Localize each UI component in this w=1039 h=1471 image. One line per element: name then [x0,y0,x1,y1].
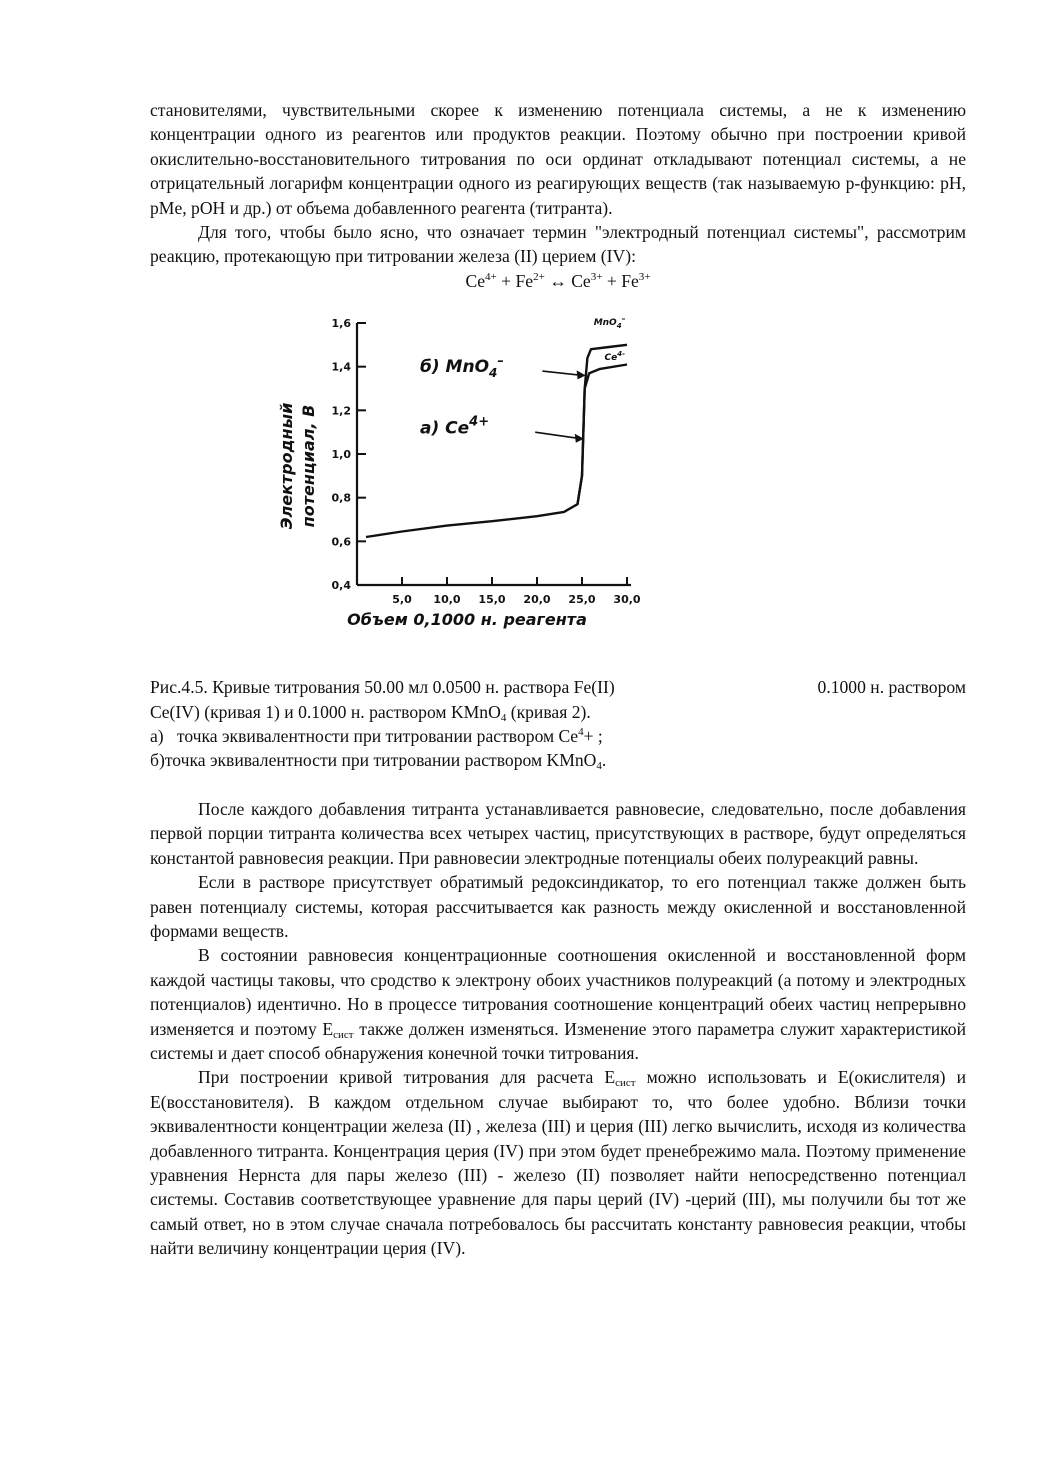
paragraph-6 [150,1065,966,1260]
eq-plus-1: + [496,270,516,291]
caption-line-1-right: 0.1000 н. раствором [817,677,966,698]
curve-label-mno4: MnO$_4$– [593,314,626,331]
caption-item-b-marker: б) [150,750,165,771]
series-line-ce [366,365,627,538]
y-tick-label: 1,6 [331,317,351,331]
document-page [150,98,966,1261]
eq-ce-charge: 4+ [485,270,497,283]
reaction-equation [150,269,966,293]
caption-item-a-tail: + ; [583,726,603,747]
y-tick-label: 1,0 [331,448,351,462]
x-tick-label: 15,0 [478,593,506,607]
eq-ce2-charge: 3+ [590,270,603,283]
x-tick-label: 30,0 [613,593,641,607]
caption-item-a-charge: 4 [578,726,584,739]
x-tick-label: 20,0 [523,593,551,607]
caption-item-b-tail: . [601,750,607,771]
eq-fe2-charge: 3+ [638,270,651,283]
titration-chart [204,314,641,655]
paragraph-5-a: В состоянии равновесия концентрационные соотношения окисленной и восстановленной форм каждой частицы таковы, что сродство к электрону обоих участников полуреакций (а потому и электродных потенциалов) идентично. Но в процессе титрования соотношение концентраций обеих частиц непрерывно изменяется и поэтому E [150,945,966,1039]
chart-svg [204,314,641,655]
x-axis-label: Объем 0,1000 н. реагента [347,610,587,630]
y-axis-label-line-2: потенциал, В [299,404,318,528]
paragraph-4: Если в растворе присутствует обратимый редоксиндикатор, то его потенциал также должен быть равен потенциалу системы, которая рассчитывается как разность между окисленной и восстановленной формами веществ. [150,872,966,941]
curve-label-ce: $Ce^{4-}$ [604,350,625,364]
y-tick-label: 0,8 [331,491,351,505]
paragraph-5-b: также должен изменяться. Изменение этого параметра служит характеристикой системы и дает способ обнаружения конечной точки титрования. [150,1018,966,1063]
y-tick-label: 1,4 [331,360,351,374]
paragraph-6-b: можно использовать и E(окислителя) и E(восстановителя). В каждом отдельном случае выбирают то, что более удобно. Вблизи точки эквивалентности концентрации железа (II) , железа (III) и церия (III) легко вычислить, исходя из количества добавленного титранта. Концентрация церия (IV) при этом будет пренебрежимо мала. Поэтому применение уравнения Нернста для пары железо (III) - железо (II) позволяет найти непосредственно потенциал системы. Составив соответствующее уравнение для пары церий (IV) -церий (III), мы получили бы тот же самый ответ, но в этом случае сначала потребовалось бы рассчитать константу равновесия реакции, чтобы найти величину концентрации церия (IV). [150,1067,967,1259]
eq-fe2: Fe [621,270,639,291]
paragraph-5 [150,943,966,1065]
paragraph-2: Для того, чтобы было ясно, что означает термин "электродный потенциал системы", рассмотрим реакцию, протекающую при титровании железа (II) церием (IV): [150,222,966,267]
eq-fe-charge: 2+ [533,270,545,283]
caption-line-1-left: Рис.4.5. Кривые титрования 50.00 мл 0.0500 н. раствора Fe(II) [150,677,615,698]
annotation-arrowhead-b [577,371,586,380]
paragraph-6-sub: сист [615,1077,636,1090]
x-tick-label: 25,0 [568,593,596,607]
annotation-arrow-b [542,371,582,375]
caption-line-1 [150,675,966,699]
caption-item-b-sub: 4 [596,760,602,773]
x-tick-label: 5,0 [392,593,412,607]
paragraph-5-sub: сист [333,1028,354,1041]
paragraph-3: После каждого добавления титранта устанавливается равновесие, следовательно, после добавления первой порции титранта количества всех четырех частиц, присутствующих в растворе, будут определяться константой равновесия реакции. При равновесии электродные потенциалы обеих полуреакций равны. [150,798,966,868]
caption-item-a-marker: а) [150,726,164,747]
x-tick-label: 10,0 [433,593,461,607]
caption-line-2-b: (кривая 2). [506,701,591,722]
eq-arrow: ↔ [544,270,572,291]
caption-item-b-text: точка эквивалентности при титровании раствором KMnO [164,750,597,771]
eq-plus-2: + [602,270,622,291]
eq-ce: Ce [465,270,486,291]
caption-item-a-text: точка эквивалентности при титровании раствором Ce [176,726,579,747]
paragraph-6-a: При построении кривой титрования для расчета E [198,1067,616,1088]
y-tick-label: 0,6 [331,535,351,549]
paragraph-1: становителями, чувствительными скорее к изменению потенциала системы, а не к изменению концентрации одного из реагентов или продуктов реакции. Поэтому обычно при построении кривой окислительно-восстановительного титрования по оси ординат откладывают потенциал системы, а не отрицательный логарифм концентрации одного из реагирующих веществ (так называемую р-функцию: pH, pMe, pOH и др.) от объема добавленного реагента (титранта). [150,100,966,218]
annotation-b: б) MnO$_4$– [420,354,504,381]
eq-fe: Fe [515,270,534,291]
eq-ce2: Ce [571,270,591,291]
spacer [150,773,966,797]
y-tick-label: 0,4 [331,579,351,593]
caption-line-2-a: Ce(IV) (кривая 1) и 0.1000 н. раствором KMnO [150,701,501,722]
caption-line-2-sub: 4 [500,711,507,724]
y-axis-label-line-1: Электродный [277,402,296,530]
y-tick-label: 1,2 [331,404,351,418]
figure-caption [150,675,966,773]
caption-item-b [150,748,966,772]
annotation-a: а) $Ce^{4+}$ [420,414,490,439]
annotation-arrow-a [535,432,581,439]
caption-item-a [150,724,966,748]
caption-line-2 [150,700,966,724]
